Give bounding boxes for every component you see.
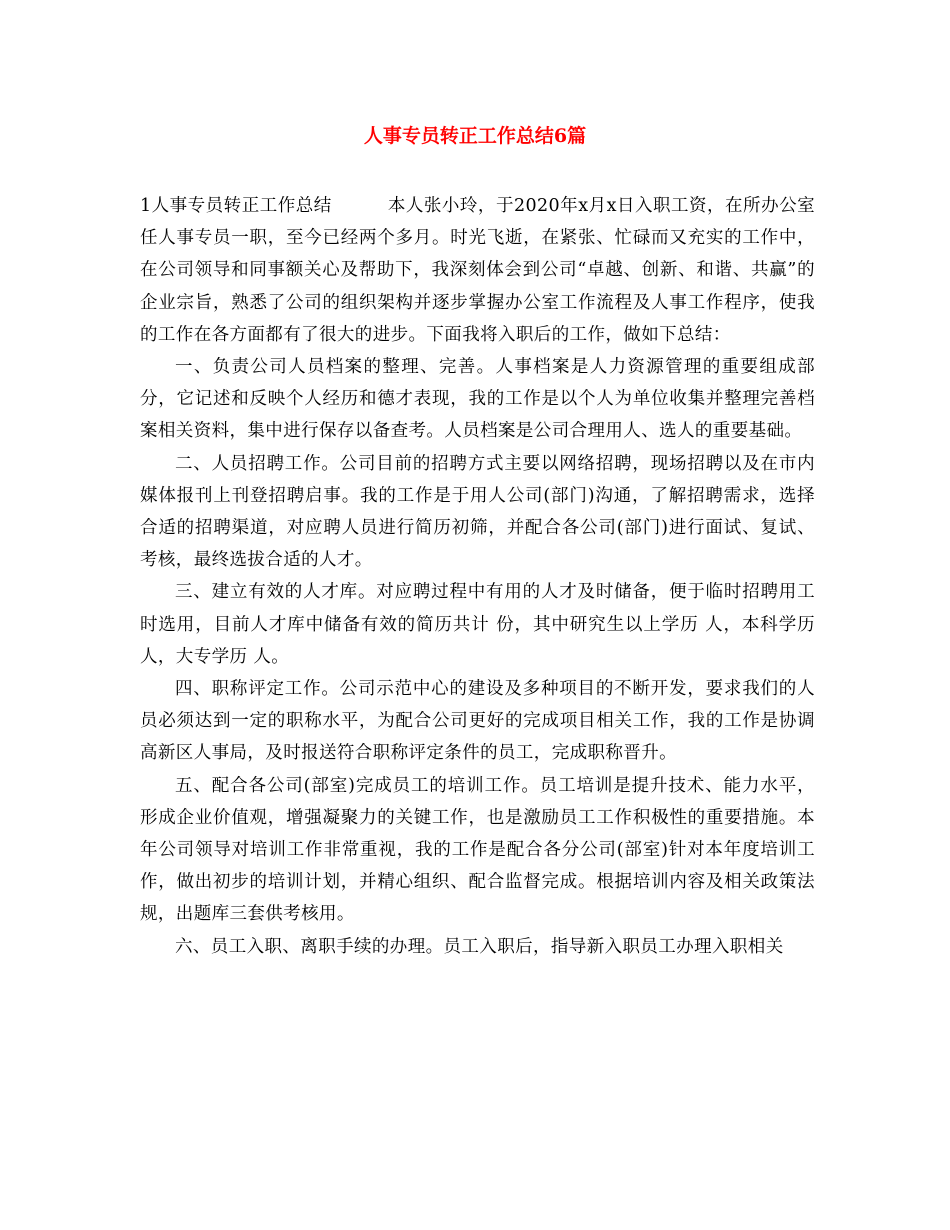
paragraph-training: 五、配合各公司(部室)完成员工的培训工作。员工培训是提升技术、能力水平，形成企业价值观，增强凝聚力的关键工作，也是激励员工工作积极性的重要措施。本年公司领导对培训工作非常重视，我的工作是配合各分公司(部室)针对本年度培训工作，做出初步的培训计划，并精心组织、配合监督完成。根据培训内容及相关政策法规，出题库三套供考核用。 — [140, 775, 815, 925]
paragraph-onboarding: 六、员工入职、离职手续的办理。员工入职后，指导新入职员工办理入职相关 — [175, 936, 784, 957]
paragraph-recruitment: 二、人员招聘工作。公司目前的招聘方式主要以网络招聘，现场招聘以及在市内媒体报刊上刊登招聘启事。我的工作是于用人公司(部门)沟通，了解招聘需求，选择合适的招聘渠道，对应聘人员进行简历初筛，并配合各公司(部门)进行面试、复试、考核，最终选拔合适的人才。 — [140, 453, 815, 571]
intro-text: 本人张小玲，于2020年x月x日入职工资，在所办公室任人事专员一职，至今已经两个多月。时光飞逝，在紧张、忙碌而又充实的工作中，在公司领导和同事额关心及帮助下，我深刻体会到公司“卓越、创新、和谐、共赢”的企业宗旨，熟悉了公司的组织架构并逐步掌握办公室工作流程及人事工作程序，使我的工作在各方面都有了很大的进步。下面我将入职后的工作，做如下总结： — [140, 196, 815, 345]
paragraph-title-evaluation: 四、职称评定工作。公司示范中心的建设及多种项目的不断开发，要求我们的人员必须达到一定的职称水平，为配合公司更好的完成项目相关工作，我的工作是协调高新区人事局，及时报送符合职称评定条件的员工，完成职称晋升。 — [140, 679, 815, 764]
paragraph-talent-pool: 三、建立有效的人才库。对应聘过程中有用的人才及时储备，便于临时招聘用工时选用，目前人才库中储备有效的简历共计 份，其中研究生以上学历 人，本科学历 人，大专学历 人。 — [140, 582, 815, 667]
section-heading: 1人事专员转正工作总结 — [140, 196, 332, 216]
paragraph-archives: 一、负责公司人员档案的整理、完善。人事档案是人力资源管理的重要组成部分，它记述和反映个人经历和德才表现，我的工作是以个人为单位收集并整理完善档案相关资料，集中进行保存以备查考。人员档案是公司合理用人、选人的重要基础。 — [140, 357, 815, 442]
document-body — [140, 190, 815, 963]
document-title: 人事专员转正工作总结6篇 — [363, 125, 587, 147]
intro-paragraph — [140, 190, 815, 351]
